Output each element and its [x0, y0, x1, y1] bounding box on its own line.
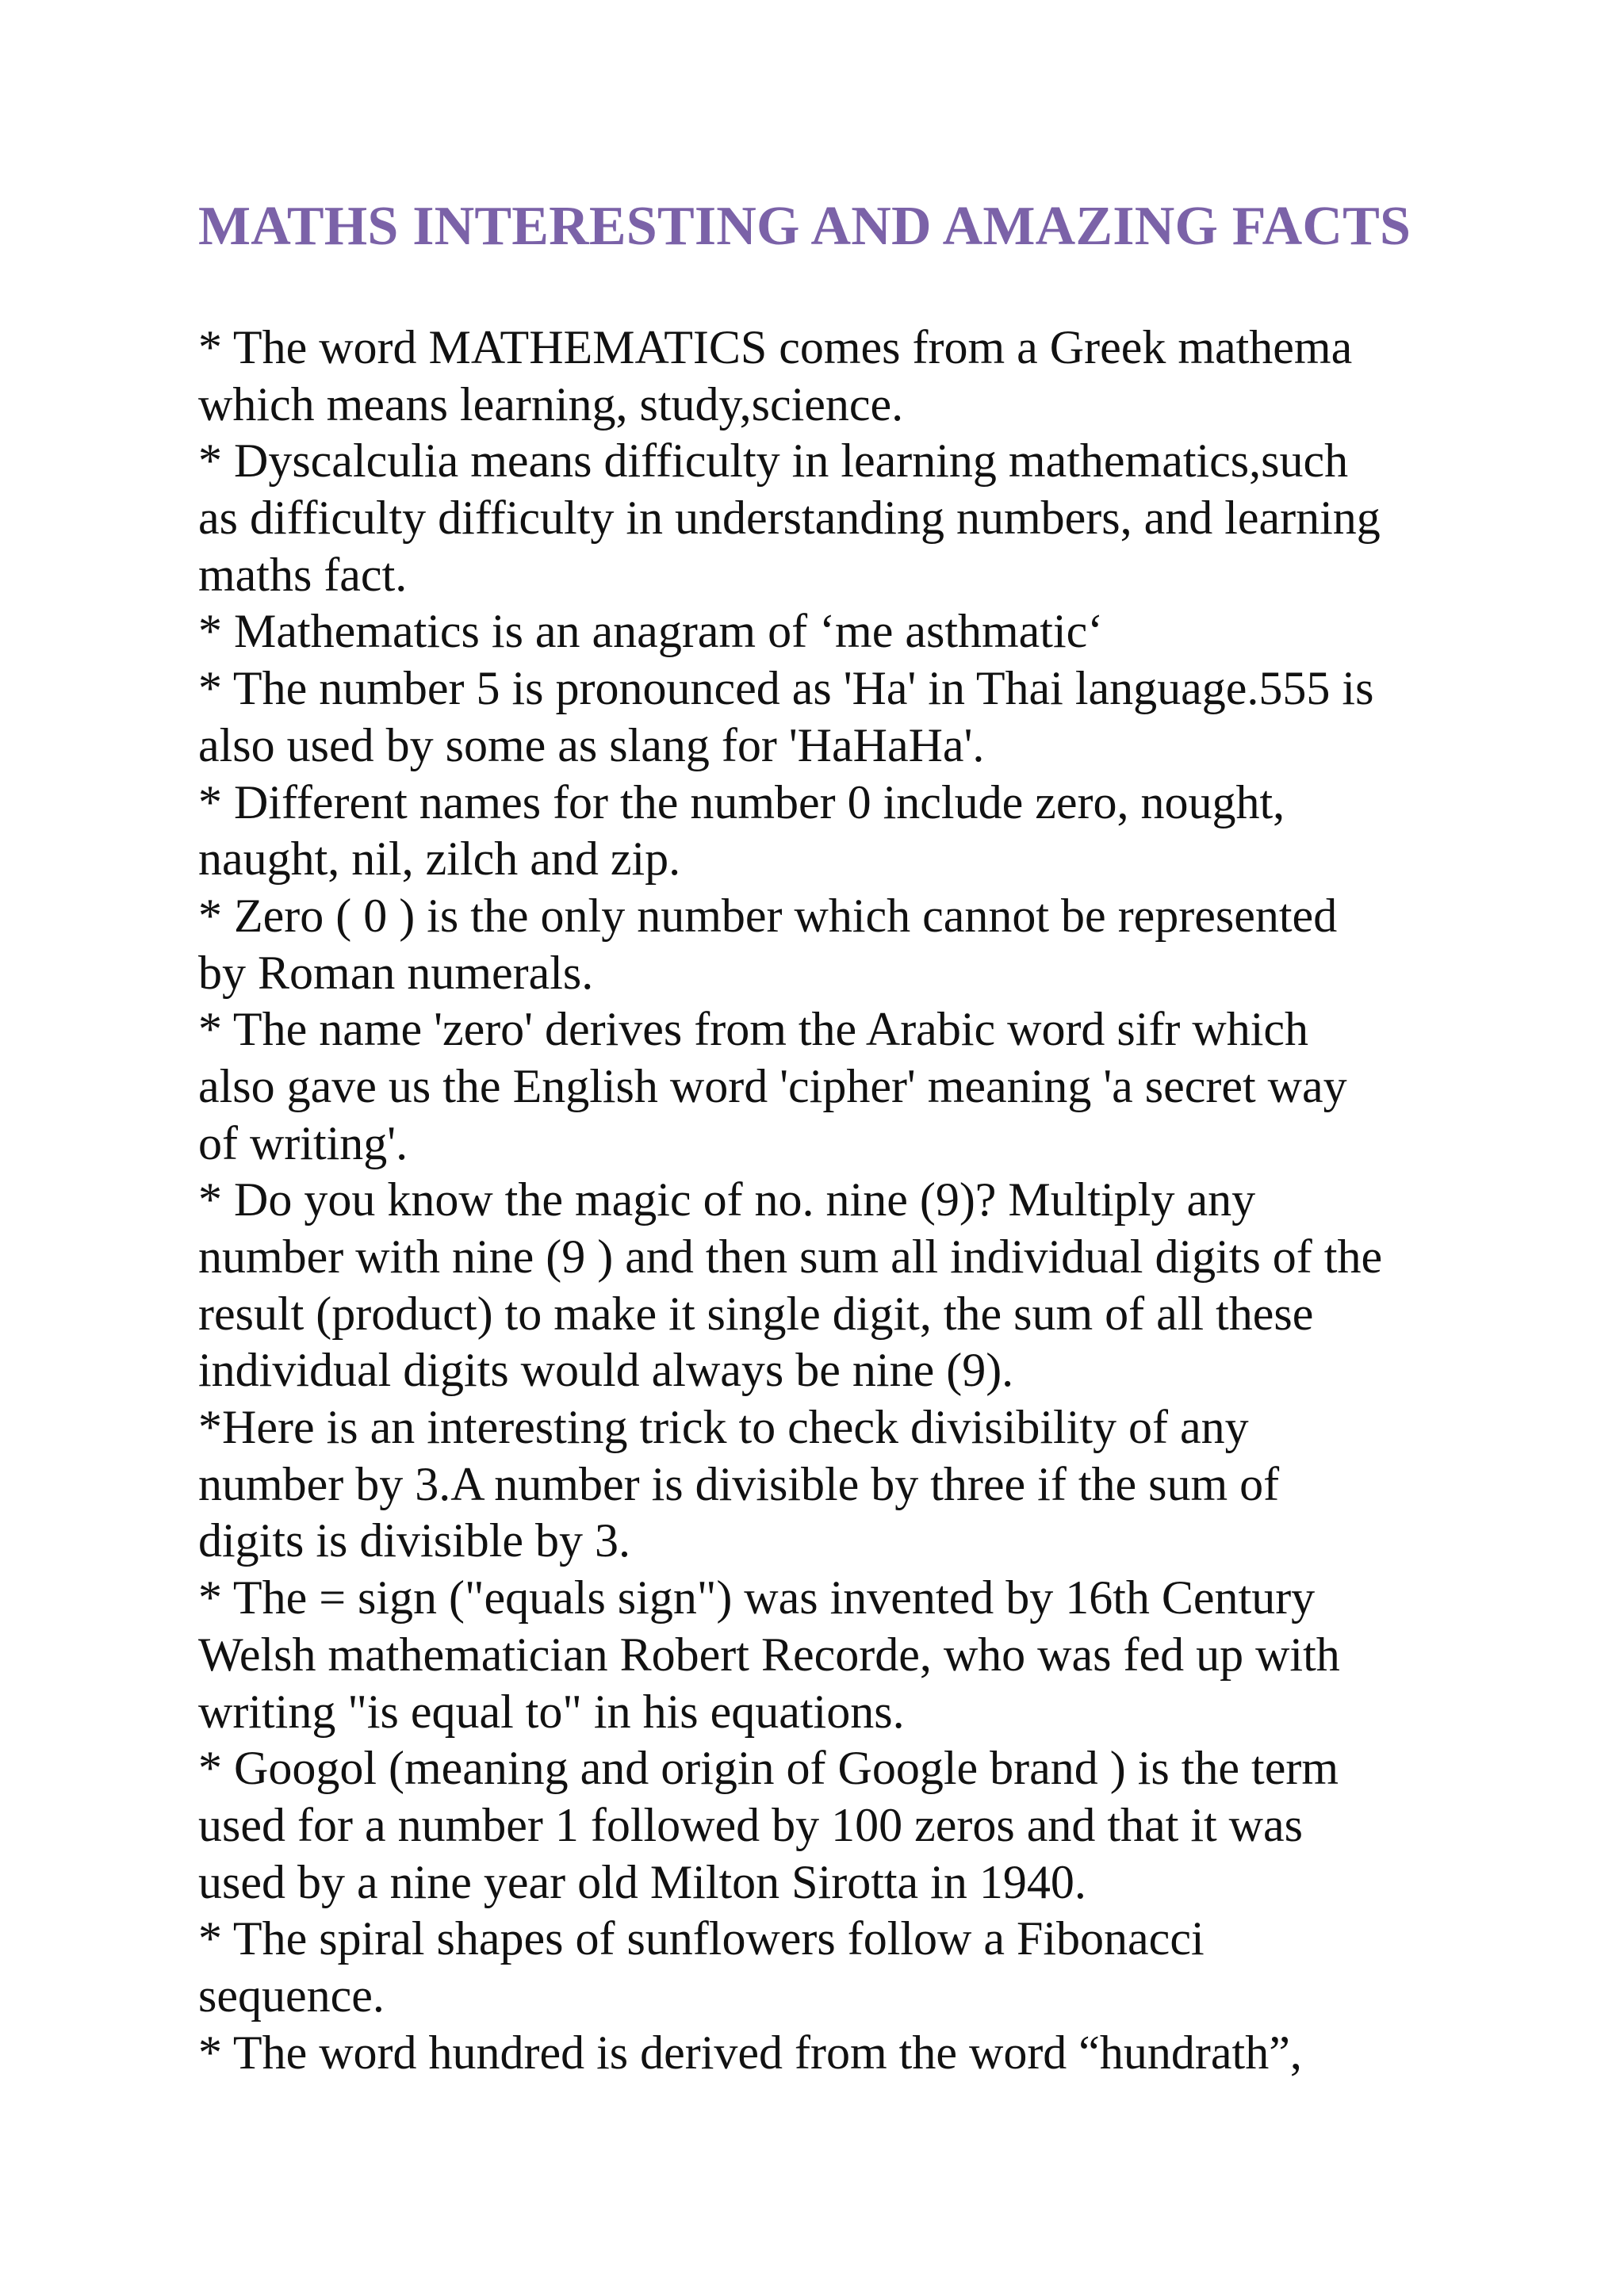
text-line: * The name 'zero' derives from the Arabic word sifr which	[198, 1003, 1309, 1056]
text-line: * The number 5 is pronounced as 'Ha' in Thai language.555 is	[198, 662, 1374, 715]
text-line: * Different names for the number 0 include zero, nought,	[198, 775, 1285, 828]
text-line: by Roman numerals.	[198, 946, 594, 999]
text-line: result (product) to make it single digit, the sum of all these	[198, 1287, 1314, 1340]
text-line: * The word hundred is derived from the word “hundrath”,	[198, 2026, 1302, 2079]
text-line: Welsh mathematician Robert Recorde, who was fed up with	[198, 1628, 1340, 1681]
text-line: maths fact.	[198, 548, 408, 601]
text-line: * The word MATHEMATICS comes from a Greek mathema	[198, 321, 1353, 373]
text-line: * Dyscalculia means difficulty in learning mathematics,such	[198, 434, 1349, 488]
text-line: which means learning, study,science.	[198, 377, 904, 430]
text-line: also gave us the English word 'cipher' meaning 'a secret way	[198, 1059, 1347, 1112]
text-line: * Mathematics is an anagram of ‘me asthmatic‘	[198, 605, 1104, 658]
text-line: also used by some as slang for 'HaHaHa'.	[198, 718, 985, 771]
text-line: * Do you know the magic of no. nine (9)? Multiply any	[198, 1173, 1256, 1226]
text-line: number with nine (9 ) and then sum all individual digits of the	[198, 1230, 1383, 1283]
text-line: * Googol (meaning and origin of Google brand ) is the term	[198, 1742, 1339, 1795]
text-line: naught, nil, zilch and zip.	[198, 832, 681, 886]
facts-body	[198, 320, 1451, 2081]
text-line: sequence.	[198, 1969, 385, 2022]
text-line: *Here is an interesting trick to check divisibility of any	[198, 1401, 1249, 1454]
text-line: individual digits would always be nine (9).	[198, 1344, 1014, 1397]
text-line: as difficulty difficulty in understanding numbers, and learning	[198, 492, 1381, 545]
text-line: used for a number 1 followed by 100 zeros and that it was	[198, 1798, 1303, 1851]
text-line: * Zero ( 0 ) is the only number which cannot be represented	[198, 889, 1338, 942]
text-line: writing "is equal to" in his equations.	[198, 1685, 905, 1738]
text-line: * The spiral shapes of sunflowers follow a Fibonacci	[198, 1912, 1205, 1965]
text-line: used by a nine year old Milton Sirotta in 1940.	[198, 1855, 1086, 1908]
text-line: number by 3.A number is divisible by three if the sum of	[198, 1457, 1280, 1510]
text-line: digits is divisible by 3.	[198, 1514, 631, 1567]
text-line: * The = sign ("equals sign") was invented by 16th Century	[198, 1571, 1316, 1624]
text-line: of writing'.	[198, 1116, 408, 1169]
page-title: MATHS INTERESTING AND AMAZING FACTS	[198, 196, 1411, 257]
